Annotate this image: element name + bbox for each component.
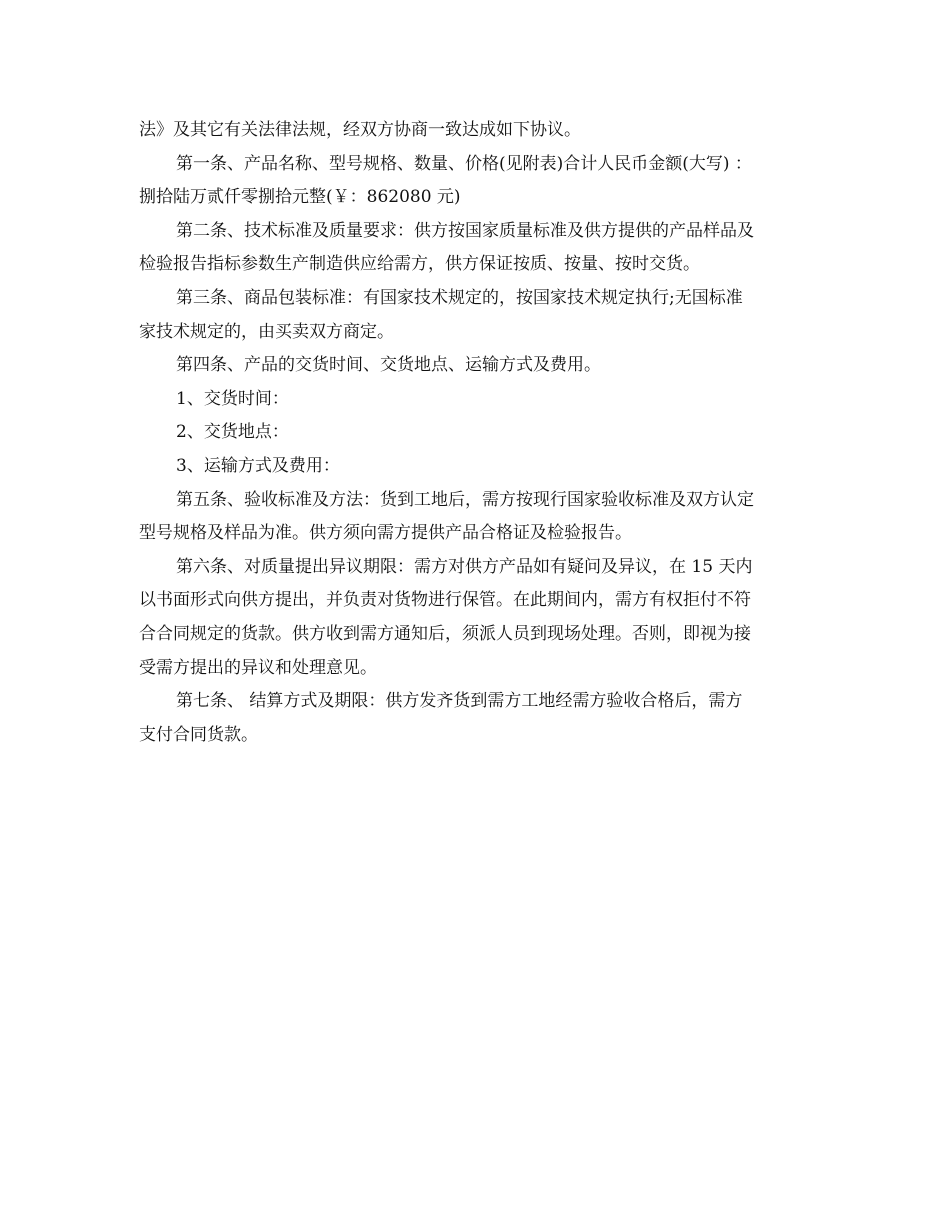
text-line: 第一条、产品名称、型号规格、数量、价格(见附表)合计人民币金额(大写) ： — [176, 153, 752, 174]
text-line: 第三条、商品包装标准：有国家技术规定的，按国家技术规定执行;无国标准 — [176, 287, 743, 308]
text-line: 第五条、验收标准及方法：货到工地后，需方按现行国家验收标准及双方认定 — [176, 489, 754, 510]
text-line: 捌拾陆万贰仟零捌拾元整(￥：862080 元) — [139, 187, 461, 208]
text-line: 2、交货地点： — [176, 422, 289, 443]
text-line: 合合同规定的货款。供方收到需方通知后，须派人员到现场处理。否则，即视为接 — [139, 623, 751, 644]
text-line: 第七条、 结算方式及期限：供方发齐货到需方工地经需方验收合格后，需方 — [176, 691, 743, 712]
text-line: 第二条、技术标准及质量要求：供方按国家质量标准及供方提供的产品样品及 — [176, 220, 754, 241]
text-line: 1、交货时间： — [176, 388, 289, 409]
text-line: 检验报告指标参数生产制造供应给需方，供方保证按质、按量、按时交货。 — [139, 254, 700, 275]
text-line: 第四条、产品的交货时间、交货地点、运输方式及费用。 — [176, 355, 601, 376]
text-line: 3、运输方式及费用： — [176, 455, 340, 476]
text-line: 型号规格及样品为准。供方须向需方提供产品合格证及检验报告。 — [139, 523, 632, 544]
text-line: 家技术规定的，由买卖双方商定。 — [139, 321, 394, 342]
text-line: 受需方提出的异议和处理意见。 — [139, 657, 377, 678]
text-line: 以书面形式向供方提出，并负责对货物进行保管。在此期间内，需方有权拒付不符 — [139, 590, 751, 611]
document-body — [139, 114, 819, 752]
contract-text — [139, 114, 819, 752]
text-line: 支付合同货款。 — [139, 724, 258, 745]
text-line: 第六条、对质量提出异议期限：需方对供方产品如有疑问及异议，在 15 天内 — [176, 556, 753, 577]
text-line: 法》及其它有关法律法规，经双方协商一致达成如下协议。 — [139, 120, 581, 140]
